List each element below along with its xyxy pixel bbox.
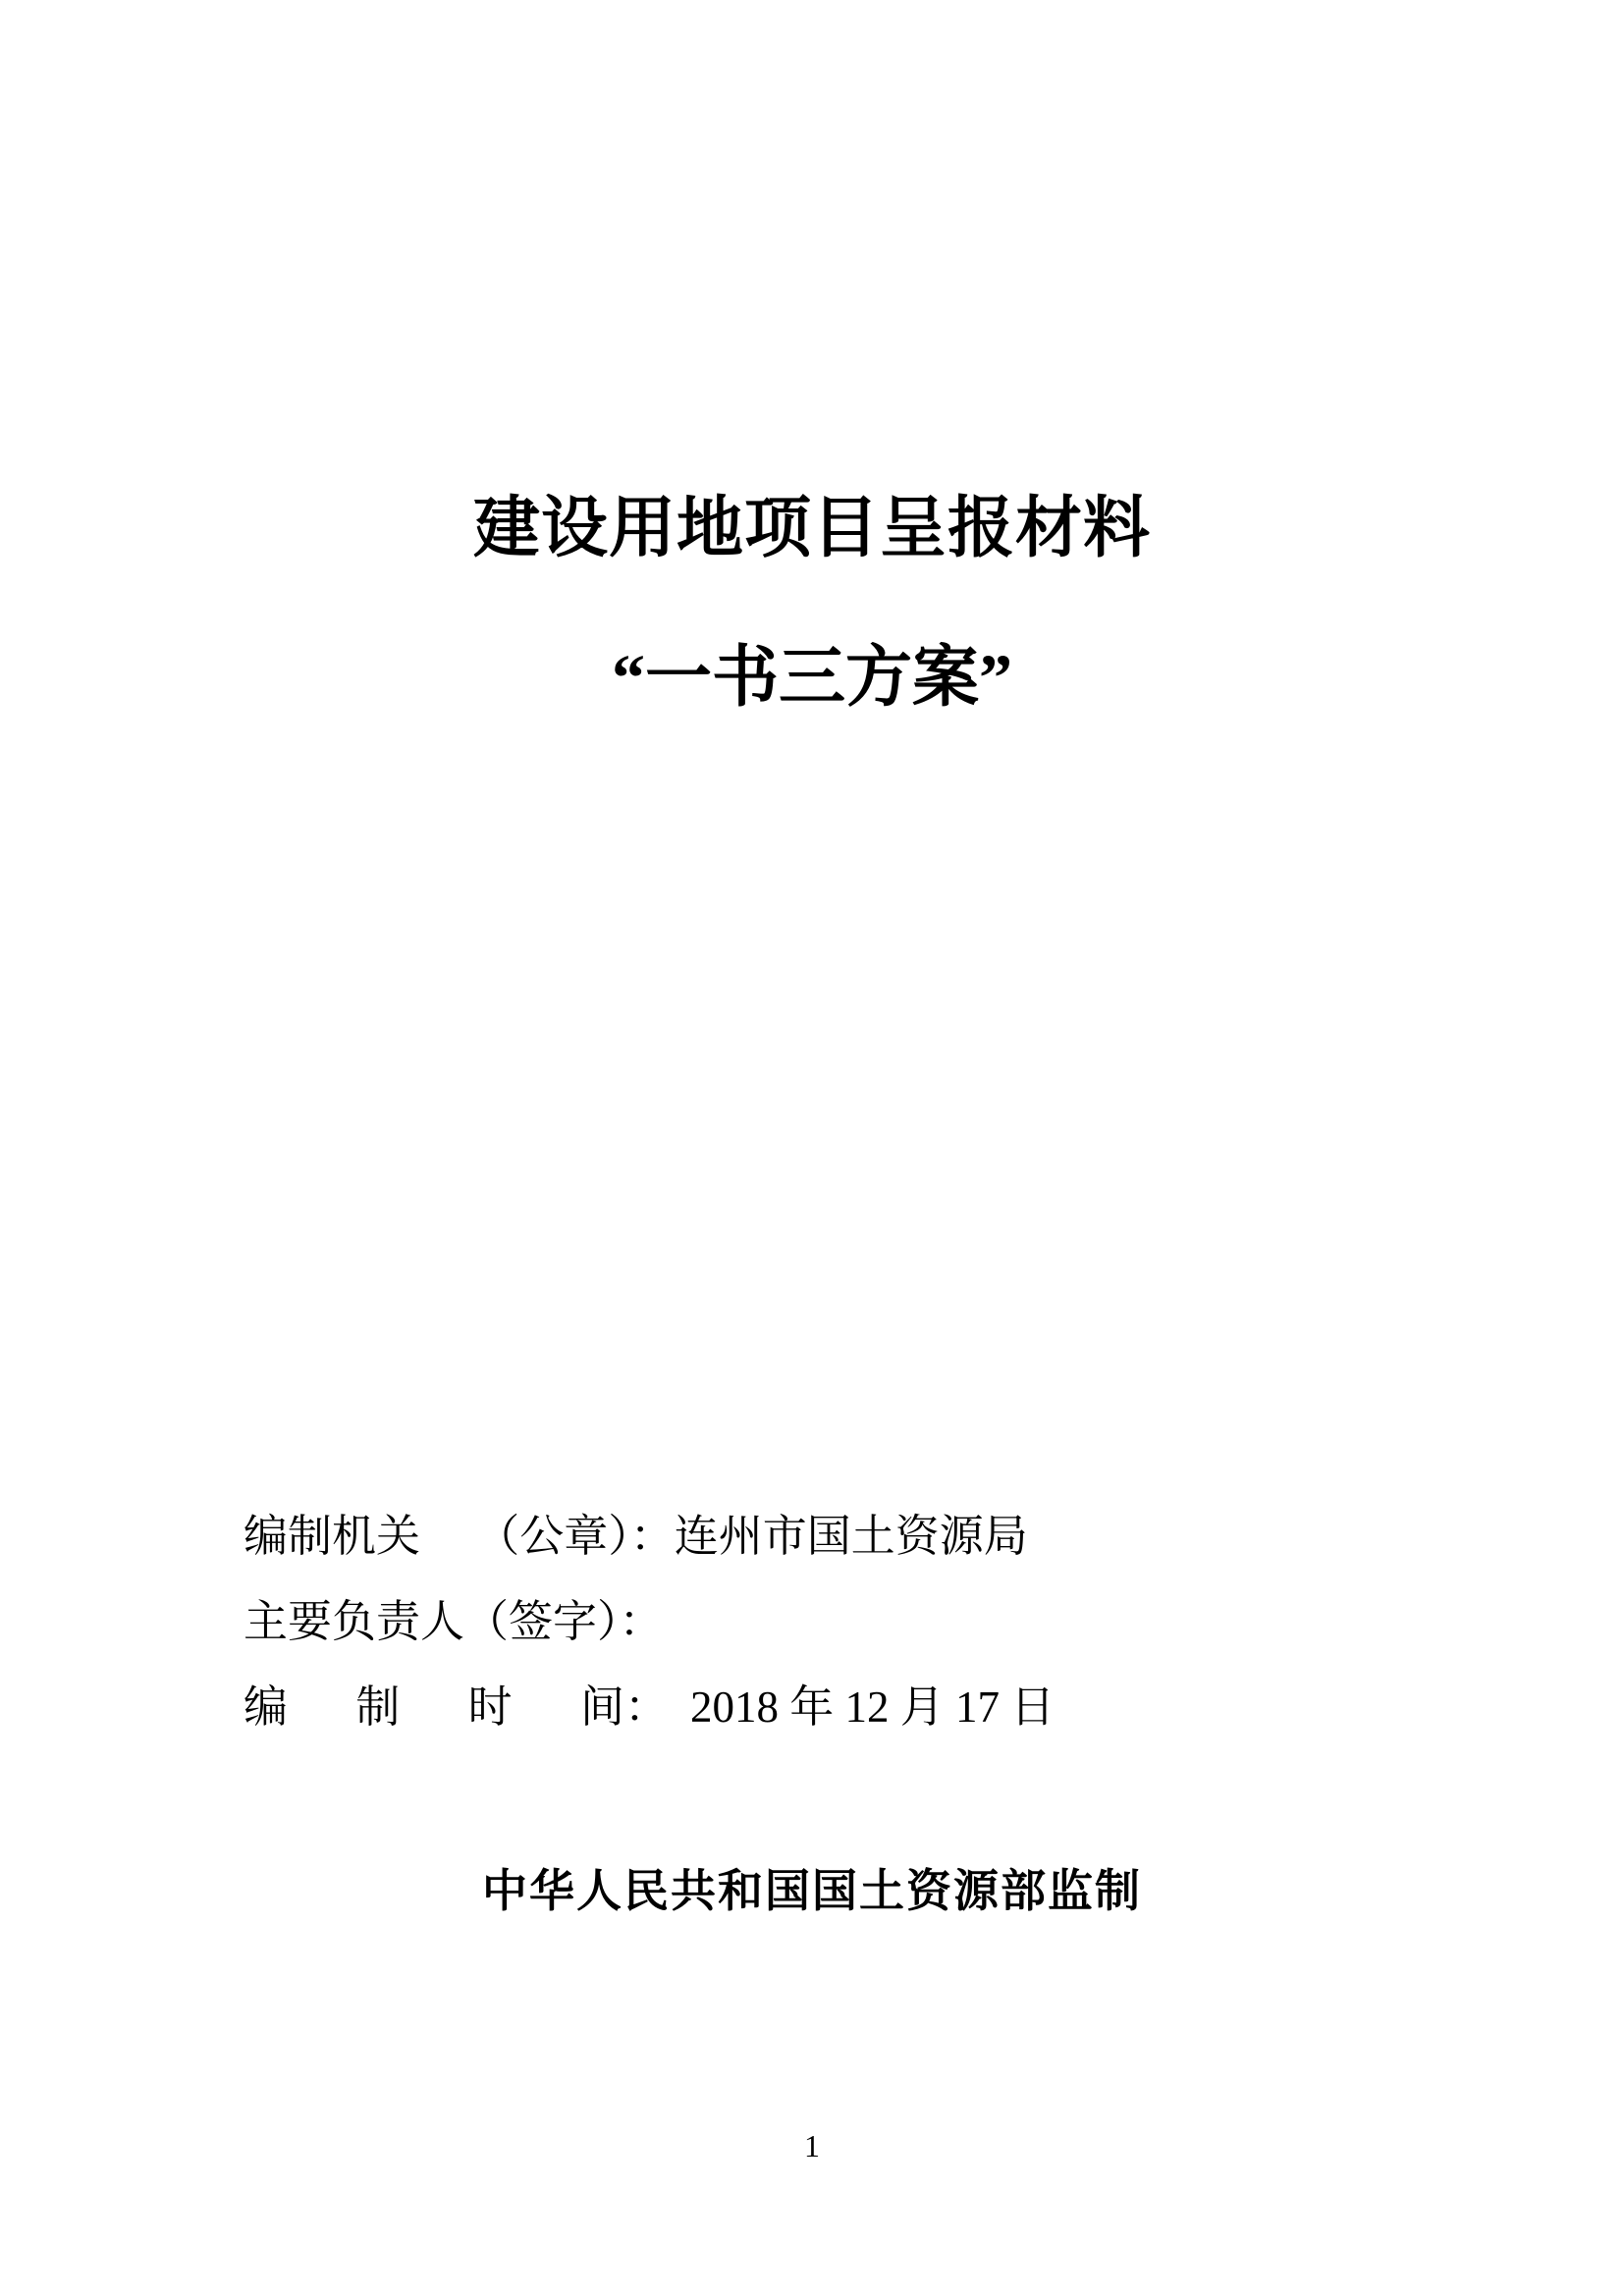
- field-agency: [244, 1514, 1055, 1559]
- document-subtitle: “一书三方案”: [611, 640, 1012, 715]
- field-date-colon: ：: [624, 1682, 670, 1732]
- field-responsible: [244, 1599, 1055, 1644]
- field-agency-value: 连州市国土资源局: [674, 1512, 1028, 1561]
- field-responsible-label: 主要负责人（签字）：: [244, 1597, 664, 1646]
- field-date-value: 2018 年 12 月 17 日: [690, 1682, 1056, 1732]
- field-date-label: 编制时间: [244, 1682, 624, 1732]
- info-block: [244, 1514, 1055, 1770]
- issuer-line: 中华人民共和国国土资源部监制: [482, 1866, 1142, 1916]
- page-number: 1: [804, 2128, 820, 2163]
- document-title: 建设用地项目呈报材料: [472, 491, 1151, 565]
- field-date: [244, 1684, 1055, 1730]
- field-agency-label: 编制机关 （公章）：: [244, 1512, 675, 1561]
